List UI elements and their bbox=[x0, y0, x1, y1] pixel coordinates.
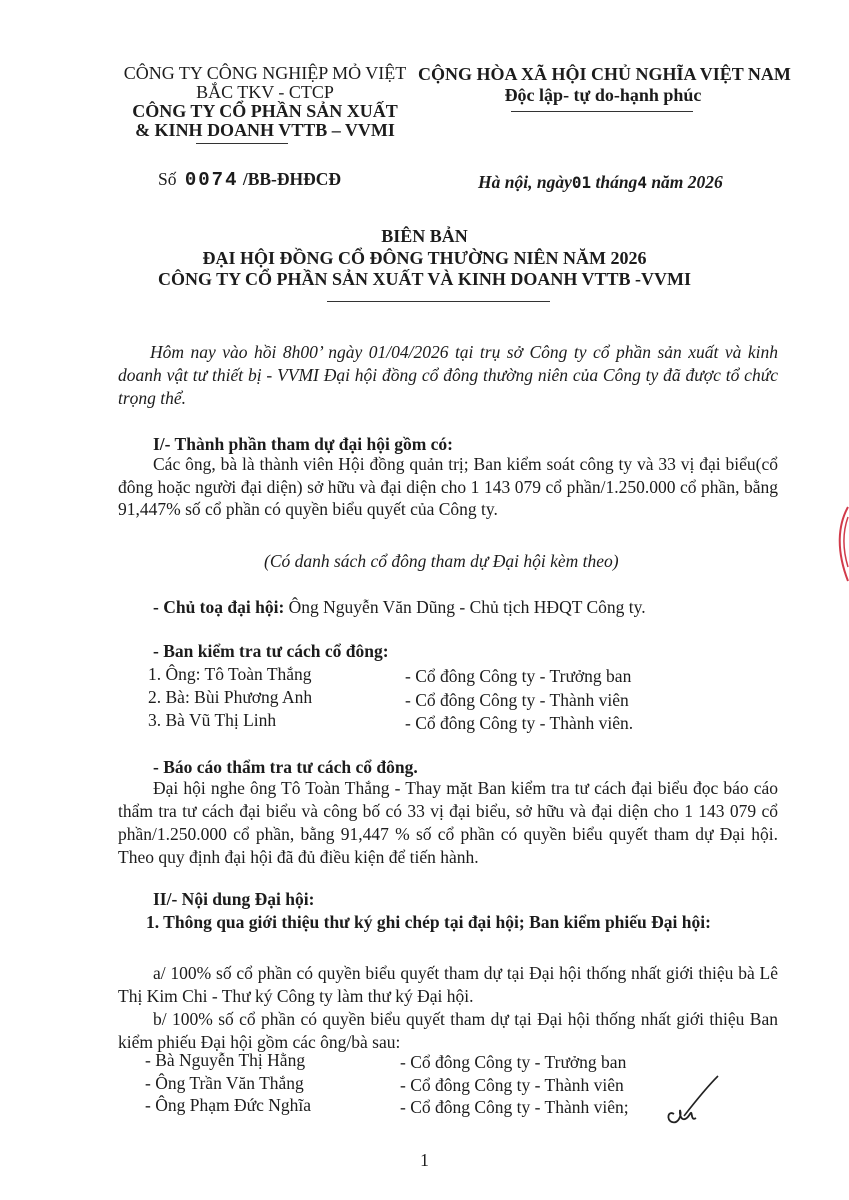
section2-heading: II/- Nội dung Đại hội: bbox=[153, 889, 315, 909]
chair-line bbox=[153, 597, 646, 618]
title-line3: CÔNG TY CỔ PHẦN SẢN XUẤT VÀ KINH DOANH VTTB -VVMI bbox=[157, 269, 692, 289]
counting-roles bbox=[400, 1051, 629, 1119]
title-line1: BIÊN BẢN bbox=[381, 226, 468, 246]
title-underline bbox=[327, 301, 550, 302]
item1-heading: 1. Thông qua giới thiệu thư ký ghi chép tại đại hội; Ban kiểm phiếu Đại hội: bbox=[146, 912, 711, 932]
date-prefix: Hà nội, ngày bbox=[478, 172, 572, 192]
issuer-company-line2: & KINH DOANH VTTB – VVMI bbox=[135, 120, 395, 140]
page-number: 1 bbox=[420, 1150, 429, 1170]
doc-no-value: 0074 bbox=[184, 169, 239, 191]
board-names bbox=[148, 663, 312, 732]
board-roles bbox=[405, 665, 633, 736]
counting-names bbox=[145, 1049, 311, 1117]
date-year: năm 2026 bbox=[651, 172, 723, 192]
document-title bbox=[0, 226, 849, 291]
counting-member-role: - Cổ đông Công ty - Thành viên; bbox=[400, 1097, 629, 1117]
item-a-text: a/ 100% số cổ phần có quyền biểu quyết tham dự tại Đại hội thống nhất giới thiệu bà Lê Thị Kim Chi - Thư ký Công ty làm thư ký Đại hội. bbox=[118, 963, 778, 1006]
issuer-parent-line2: BẮC TKV - CTCP bbox=[196, 82, 334, 102]
issuer-block bbox=[105, 64, 425, 140]
issuer-underline bbox=[196, 143, 288, 144]
board-member-role: - Cổ đông Công ty - Trưởng ban bbox=[405, 666, 632, 686]
initials-signature bbox=[660, 1070, 730, 1130]
national-title: CỘNG HÒA XÃ HỘI CHỦ NGHĨA VIỆT NAM bbox=[418, 64, 791, 84]
document-date bbox=[478, 172, 723, 193]
counting-member-role: - Cổ đông Công ty - Trưởng ban bbox=[400, 1052, 627, 1072]
section1-text: Các ông, bà là thành viên Hội đồng quản trị; Ban kiểm soát công ty và 33 vị đại biểu(cổ đông hoặc người đại diện) sở hữu và đại diện cho 1 143 079 cổ phần/1.250.000 cổ phần, bằng 91,447% số cổ phần có quyền biểu quyết của Công ty. bbox=[118, 454, 778, 519]
counting-member-role: - Cổ đông Công ty - Thành viên bbox=[400, 1074, 624, 1095]
doc-no-prefix: Số bbox=[158, 169, 177, 189]
board-member-role: - Cổ đông Công ty - Thành viên. bbox=[405, 713, 634, 733]
chair-text: Ông Nguyễn Văn Dũng - Chủ tịch HĐQT Công ty. bbox=[288, 597, 646, 617]
section1-heading: I/- Thành phần tham dự đại hội gồm có: bbox=[153, 434, 453, 454]
national-motto: Độc lập- tự do-hạnh phúc bbox=[504, 85, 702, 105]
issuer-parent-line1: CÔNG TY CÔNG NGHIỆP MỎ VIỆT bbox=[123, 63, 407, 83]
board-member-role: - Cổ đông Công ty - Thành viên bbox=[405, 689, 629, 710]
doc-no-suffix: /BB-ĐHĐCĐ bbox=[242, 169, 342, 189]
motto-underline bbox=[511, 111, 693, 112]
issuer-company-line1: CÔNG TY CỔ PHẦN SẢN XUẤT bbox=[132, 101, 398, 121]
date-day: 01 bbox=[571, 173, 592, 192]
national-motto-block bbox=[418, 64, 791, 106]
board-member-name: 3. Bà Vũ Thị Linh bbox=[148, 710, 277, 730]
title-line2: ĐẠI HỘI ĐỒNG CỔ ĐÔNG THƯỜNG NIÊN NĂM 2026 bbox=[202, 247, 647, 268]
attendee-list-note: (Có danh sách cổ đông tham dự Đại hội kèm theo) bbox=[264, 551, 619, 571]
chair-label: - Chủ toạ đại hội: bbox=[153, 597, 285, 617]
date-month-label: tháng bbox=[595, 172, 638, 192]
board-member-name: 2. Bà: Bùi Phương Anh bbox=[148, 687, 313, 707]
counting-member-name: - Bà Nguyễn Thị Hằng bbox=[145, 1050, 306, 1070]
report-text: Đại hội nghe ông Tô Toàn Thắng - Thay mặt Ban kiểm tra tư cách đại biểu đọc báo cáo thẩm tra tư cách đại biểu và công bố có 33 vị đại biểu, sở hữu và đại diện cho 1 143 079 cổ phần/1.250.000 cổ phần, bằng 91,447 % số cổ phần có quyền biểu quyết tham dự Đại hội. Theo quy định đại hội đã đủ điều kiện để tiến hành. bbox=[118, 778, 778, 867]
stamp-fragment bbox=[826, 505, 849, 585]
intro-paragraph: Hôm nay vào hồi 8h00’ ngày 01/04/2026 tại trụ sở Công ty cổ phần sản xuất và kinh doanh vật tư thiết bị - VVMI Đại hội đồng cổ đông thường niên của Công ty đã được tổ chức trọng thể. bbox=[118, 342, 778, 408]
counting-member-name: - Ông Trần Văn Thắng bbox=[145, 1072, 304, 1093]
report-heading: - Báo cáo thẩm tra tư cách cổ đông. bbox=[153, 757, 418, 777]
date-month: 4 bbox=[637, 173, 647, 192]
counting-member-name: - Ông Phạm Đức Nghĩa bbox=[145, 1095, 311, 1115]
board-member-name: 1. Ông: Tô Toàn Thắng bbox=[148, 664, 312, 684]
document-number bbox=[158, 169, 341, 191]
board-heading: - Ban kiểm tra tư cách cổ đông: bbox=[153, 641, 389, 661]
item-b-text: b/ 100% số cổ phần có quyền biểu quyết tham dự tại Đại hội thống nhất giới thiệu Ban kiểm phiếu Đại hội gồm các ông/bà sau: bbox=[118, 1009, 778, 1052]
